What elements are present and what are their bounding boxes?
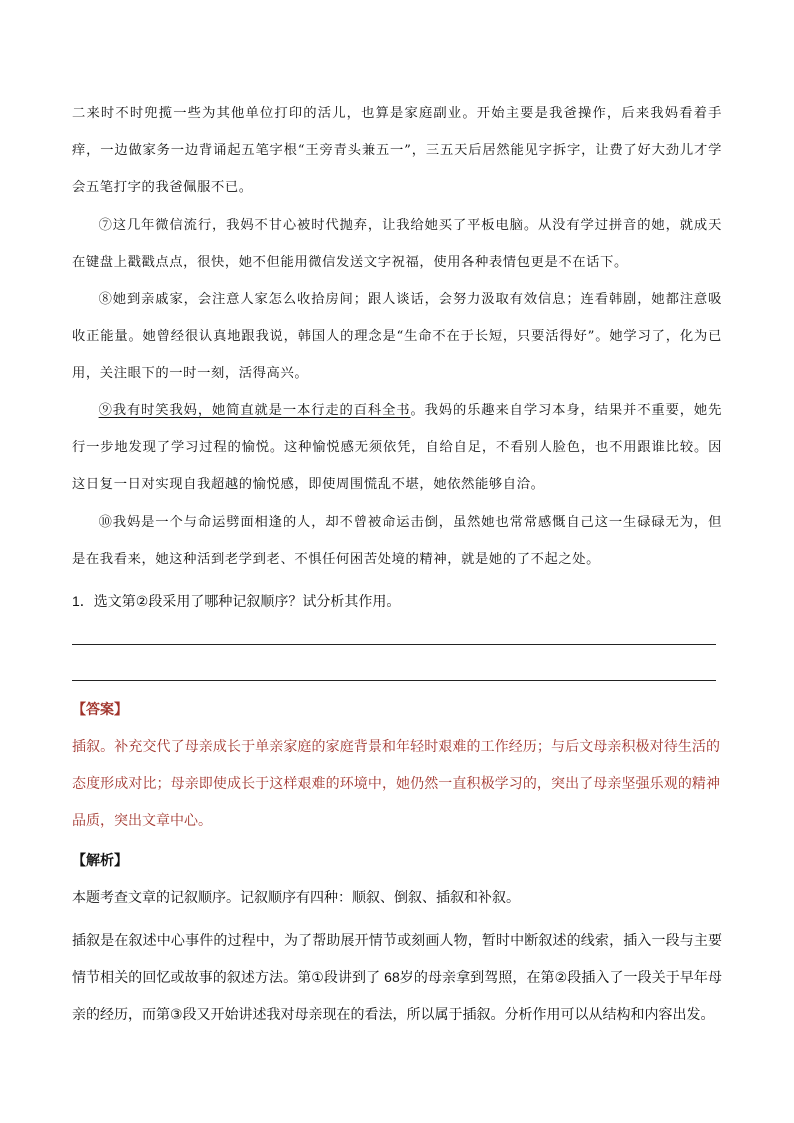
passage-paragraph-8: ⑧她到亲戚家，会注意人家怎么收拾房间；跟人谈话，会努力汲取有效信息；连看韩剧，她都注意吸收正能量。她曾经很认真地跟我说，韩国人的理念是“生命不在于长短，只要活得好”。她学习了，化为已用，关注眼下的一时一刻，活得高兴。 xyxy=(72,292,722,381)
answer-text: 插叙。补充交代了母亲成长于单亲家庭的家庭背景和年轻时艰难的工作经历；与后文母亲积极对待生活的态度形成对比；母亲即使成长于这样艰难的环境中，她仍然一直积极学习的，突出了母亲坚强乐观的精神品质，突出文章中心。 xyxy=(72,738,720,828)
passage-paragraph-10: ⑩我妈是一个与命运劈面相逢的人，却不曾被命运击倒，虽然她也常常感慨自己这一生碌碌无为，但是在我看来，她这种活到老学到老、不惧任何困苦处境的精神，就是她的了不起之处。 xyxy=(72,515,722,567)
answer-line-2 xyxy=(72,680,716,681)
passage-paragraph-9-rest: 。我妈的乐趣来自学习本身，结果并不重要，她先行一步地发现了学习过程的愉悦。这种愉悦感无须依凭，自给自足，不看别人脸色，也不用跟谁比较。因这日复一日对实现自我超越的愉悦感，即使周围慌乱不堪，她依然能够自洽。 xyxy=(72,403,722,492)
question-1: 1．选文第②段采用了哪种记叙顺序？试分析其作用。 xyxy=(72,593,401,609)
passage-paragraph-continued: 二来时不时兜揽一些为其他单位打印的活儿，也算是家庭副业。开始主要是我爸操作，后来我妈看着手痒，一边做家务一边背诵起五笔字根“王旁青头兼五一”，三五天后居然能见字拆字，让费了好大劲儿才学会五笔打字的我爸佩服不已。 xyxy=(72,106,722,195)
passage-paragraph-9 xyxy=(72,392,722,503)
answer-line-1 xyxy=(72,644,716,645)
underlined-sentence: ⑨我有时笑我妈，她简直就是一本行走的百科全书 xyxy=(98,403,411,418)
analysis-paragraph-2: 插叙是在叙述中心事件的过程中，为了帮助展开情节或刻画人物，暂时中断叙述的线索，插入一段与主要情节相关的回忆或故事的叙述方法。第①段讲到了 68岁的母亲拿到驾照，在第②段插入了一段关于早年母亲的经历，而第③段又开始讲述我对母亲现在的看法，所以属于插叙。分析作用可以从结构和内容出发。 xyxy=(72,932,722,1022)
passage-paragraph-7: ⑦这几年微信流行，我妈不甘心被时代抛弃，让我给她买了平板电脑。从没有学过拼音的她，就成天在键盘上戳戳点点，很快，她不但能用微信发送文字祝福，使用各种表情包更是不在话下。 xyxy=(72,218,722,270)
analysis-paragraph-1: 本题考查文章的记叙顺序。记叙顺序有四种：顺叙、倒叙、插叙和补叙。 xyxy=(72,889,520,905)
answer-label: 【答案】 xyxy=(72,701,128,717)
analysis-label: 【解析】 xyxy=(72,852,128,868)
